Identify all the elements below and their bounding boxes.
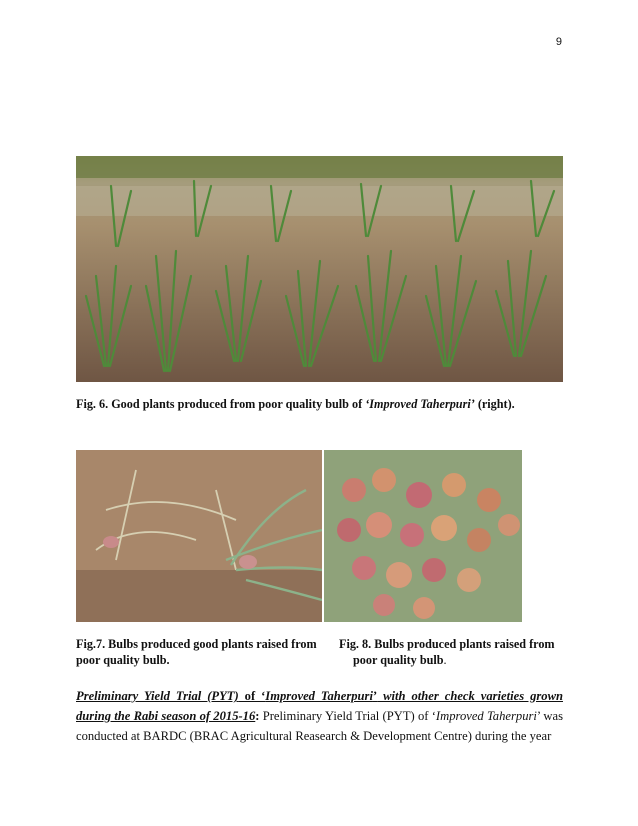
- figure-6-image: [76, 156, 563, 382]
- figure-7-image: [76, 450, 322, 622]
- page-number: 9: [555, 36, 562, 48]
- paragraph-heading: Preliminary Yield Trial (PYT) of ‘Improved Taherpuri’ with other check varieties grown during the Rabi season of 2015-16: [76, 689, 563, 723]
- body-paragraph: Preliminary Yield Trial (PYT) of ‘Improved Taherpuri’ with other check varieties grown during the Rabi season of 2015-16: Preliminary Yield Trial (PYT) of ‘Improved Taherpuri’ was conducted at BARDC (BRAC Agricultural Reasearch & Development Centre) during the year: [76, 689, 563, 743]
- figure-8-caption: Fig. 8. Bulbs produced plants raised from poor quality bulb.: [339, 637, 555, 667]
- figure-7-caption: Fig.7. Bulbs produced good plants raised from poor quality bulb.: [76, 637, 317, 667]
- figure-8-image: [324, 450, 522, 622]
- figure-6-caption: Fig. 6. Good plants produced from poor quality bulb of ‘Improved Taherpuri’ (right).: [76, 397, 515, 411]
